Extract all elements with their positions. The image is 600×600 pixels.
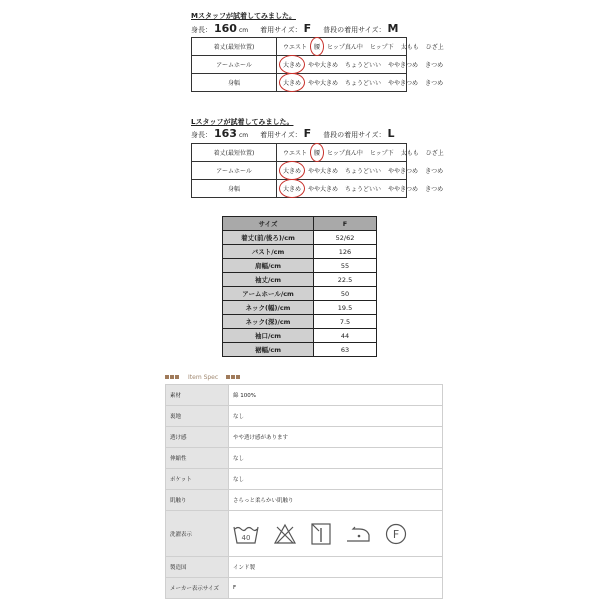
spec-row (166, 578, 443, 599)
size-row-key: 袖丈/cm (223, 273, 314, 287)
spec-heading-squares-left (165, 374, 180, 381)
care-icons (233, 523, 438, 545)
size-row (223, 245, 377, 259)
wash-40-icon (233, 523, 259, 545)
wear-size-value: F (303, 127, 312, 140)
spec-heading (165, 374, 241, 381)
size-row (223, 287, 377, 301)
wash-temp: 40 (241, 533, 251, 542)
usual-size-label: 普段の着用サイズ： (323, 131, 386, 139)
usual-size-value: L (387, 127, 395, 140)
fit-option: きつめ (425, 186, 444, 193)
fit-row (192, 144, 407, 162)
fit-option-selected: 大きめ (283, 186, 302, 193)
size-row-value: 63 (314, 343, 377, 357)
fit-option: やや大きめ (308, 186, 339, 193)
spec-row-value: インド製 (229, 557, 443, 578)
size-row (223, 273, 377, 287)
fit-option: きつめ (425, 62, 444, 69)
fit-option: きつめ (425, 168, 444, 175)
size-table-header (223, 217, 377, 231)
fit-option: ひざ上 (425, 150, 444, 157)
wear-size-label: 着用サイズ： (260, 131, 302, 139)
height-value: 160 (214, 22, 237, 35)
spec-row-value: さらっと柔らかい肌触り (229, 490, 443, 511)
fit-option: きつめ (425, 80, 444, 87)
size-row-value: 7.5 (314, 315, 377, 329)
fit-option-selected: 腰 (314, 150, 321, 157)
spec-row-key: ポケット (166, 469, 229, 490)
spec-row-value (229, 511, 443, 557)
fit-option: ややきつめ (388, 80, 419, 87)
fit-option-selected: 大きめ (283, 62, 302, 69)
spec-row-key: 透け感 (166, 427, 229, 448)
fit-option: ヒップ下 (369, 44, 394, 51)
fit-option: ヒップ真ん中 (327, 150, 363, 157)
size-row (223, 231, 377, 245)
fit-row-label: アームホール (192, 56, 277, 74)
dry-clean-f-icon (385, 523, 407, 545)
spec-row (166, 448, 443, 469)
size-row-value: 52/62 (314, 231, 377, 245)
no-bleach-icon (273, 523, 297, 545)
line-dry-shade-icon (311, 523, 331, 545)
size-row-value: 19.5 (314, 301, 377, 315)
size-row-key: アームホール/cm (223, 287, 314, 301)
fit-row-options (277, 74, 444, 92)
fit-option: ちょうどいい (345, 168, 382, 175)
fit-option: やや大きめ (308, 168, 339, 175)
fit-option-selected: 腰 (314, 44, 321, 51)
size-row-key: 袖口/cm (223, 329, 314, 343)
spec-row (166, 511, 443, 557)
fit-row (192, 162, 407, 180)
fit-option: やや大きめ (308, 62, 339, 69)
spec-row-value: F (229, 578, 443, 599)
size-row-key: ネック(深)/cm (223, 315, 314, 329)
size-row-key: バスト/cm (223, 245, 314, 259)
size-row-value: 126 (314, 245, 377, 259)
staff-l-title: Lスタッフが試着してみました。 (191, 118, 294, 126)
fit-row-label: 身幅 (192, 180, 277, 198)
staff-m-fit-table (191, 37, 444, 92)
fit-row (192, 180, 407, 198)
fit-row-options (277, 162, 444, 180)
fit-option: 太もも (400, 150, 419, 157)
size-row (223, 301, 377, 315)
fit-option-selected: 大きめ (283, 80, 302, 87)
spec-row-key: 洗濯表示 (166, 511, 229, 557)
size-row (223, 329, 377, 343)
spec-row-value: やや透け感があります (229, 427, 443, 448)
fit-row (192, 56, 407, 74)
spec-row-key: メーカー表示サイズ (166, 578, 229, 599)
size-header-value: F (314, 217, 377, 231)
fit-option: ややきつめ (388, 62, 419, 69)
spec-row (166, 490, 443, 511)
staff-m-title: Mスタッフが試着してみました。 (191, 12, 296, 20)
size-row-value: 22.5 (314, 273, 377, 287)
spec-row-key: 伸縮性 (166, 448, 229, 469)
size-row-key: 肩幅/cm (223, 259, 314, 273)
fit-option: ちょうどいい (345, 62, 382, 69)
size-row-key: 着丈(前/後ろ)/cm (223, 231, 314, 245)
fit-option: ヒップ真ん中 (327, 44, 363, 51)
dry-clean-letter: F (392, 527, 400, 541)
wear-size-value: F (303, 22, 312, 35)
size-header-key: サイズ (223, 217, 314, 231)
usual-size-label: 普段の着用サイズ： (323, 26, 386, 34)
fit-row (192, 38, 407, 56)
size-row-value: 50 (314, 287, 377, 301)
spec-row-value: なし (229, 469, 443, 490)
size-row-key: 裾幅/cm (223, 343, 314, 357)
fit-row (192, 74, 407, 92)
wear-size-label: 着用サイズ： (260, 26, 302, 34)
fit-option: ウエスト (283, 150, 308, 157)
fit-row-label: 着丈(最短位置) (192, 38, 277, 56)
fit-row-label: 着丈(最短位置) (192, 144, 277, 162)
height-unit: cm (238, 27, 249, 34)
spec-row-key: 製造国 (166, 557, 229, 578)
usual-size-value: M (387, 22, 399, 35)
size-row-key: ネック(幅)/cm (223, 301, 314, 315)
spec-row (166, 385, 443, 406)
fit-option: やや大きめ (308, 80, 339, 87)
fit-row-label: 身幅 (192, 74, 277, 92)
height-unit: cm (238, 132, 249, 139)
spec-row (166, 557, 443, 578)
size-row (223, 315, 377, 329)
spec-row-key: 肌触り (166, 490, 229, 511)
spec-row-value: 綿 100% (229, 385, 443, 406)
spec-row-key: 裏地 (166, 406, 229, 427)
fit-option-selected: 大きめ (283, 168, 302, 175)
fit-option: ややきつめ (388, 186, 419, 193)
spec-table (165, 384, 443, 599)
fit-row-options (277, 56, 444, 74)
fit-option: ヒップ下 (369, 150, 394, 157)
size-row (223, 343, 377, 357)
size-row-value: 44 (314, 329, 377, 343)
spec-row (166, 427, 443, 448)
fit-option: 太もも (400, 44, 419, 51)
size-row-value: 55 (314, 259, 377, 273)
fit-row-options (277, 38, 444, 56)
size-table (222, 216, 377, 357)
height-value: 163 (214, 127, 237, 140)
spec-row-value: なし (229, 406, 443, 427)
fit-option: ちょうどいい (345, 186, 382, 193)
fit-option: ややきつめ (388, 168, 419, 175)
fit-option: ウエスト (283, 44, 308, 51)
fit-row-options (277, 180, 444, 198)
fit-option: ちょうどいい (345, 80, 382, 87)
height-label: 身長： (191, 26, 212, 34)
spec-row (166, 406, 443, 427)
spec-row-key: 素材 (166, 385, 229, 406)
staff-l-fit-table (191, 143, 444, 198)
spec-row (166, 469, 443, 490)
spec-heading-squares-right (226, 374, 241, 381)
fit-option: ひざ上 (425, 44, 444, 51)
height-label: 身長： (191, 131, 212, 139)
staff-l-meta (191, 127, 395, 140)
iron-low-icon (345, 523, 371, 545)
spec-heading-text: Item Spec (188, 374, 219, 381)
size-row (223, 259, 377, 273)
staff-m-meta (191, 22, 399, 35)
spec-row-value: なし (229, 448, 443, 469)
fit-row-options (277, 144, 444, 162)
fit-row-label: アームホール (192, 162, 277, 180)
